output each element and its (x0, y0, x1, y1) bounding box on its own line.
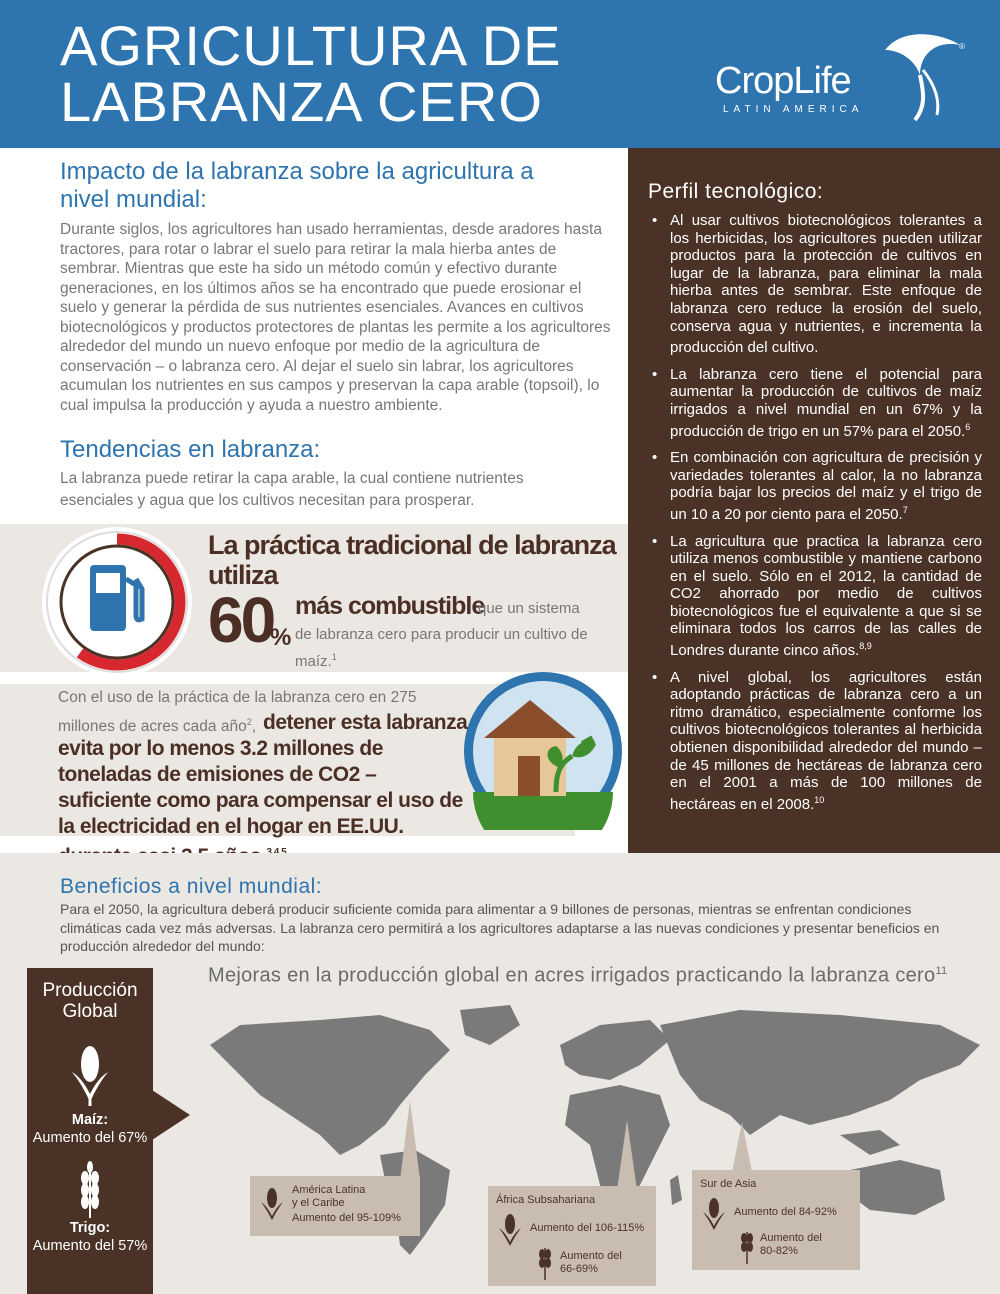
page-title (60, 14, 562, 133)
impact-title: Impacto de la labranza sobre la agricultura a nivel mundial: (60, 158, 534, 213)
fuel-percentage-value: 60 (208, 584, 274, 656)
logo-wordmark: CropLife (715, 60, 851, 102)
callout-pointer-africa (612, 1120, 642, 1190)
sprout-logo-icon (875, 30, 965, 125)
list-item: • La agricultura que practica la labranza cero utiliza menos combustible y mantiene carbono en el suelo. Sólo en el 2012, la cantidad de CO2 ahorrado por medio de cultivos biotecnológicos fue el equivalente a que si se eliminara todos los carros de las calles de Londres durante cinco años.$^{8,9}$ (652, 532, 982, 660)
benefits-body: Para el 2050, la agricultura deberá producir suficiente comida para alimentar a 9 billones de personas, mientras se enfrentan condiciones climáticas cada vez más adversas. La labranza cero permitirá a los agricultores adaptarse a las nuevas condiciones y presentar beneficios en producción alrededor del mundo: (60, 901, 940, 954)
tech-profile-list (650, 212, 982, 822)
impact-body: Durante siglos, los agricultores han usado herramientas, desde aradores hasta tractores, para rotar o labrar el suelo para retirar la mala hierba antes de sembrar. Mientras que este ha sido un método común y efectivo durante generaciones, en los últimos años se ha encontrado que puede erosionar el suelo y generar la pérdida de sus nutrientes esenciales. Avances en cultivos biotecnológicos y productos protectores de plantas les permite a los agricultores alrededor del mundo un nuevo enfoque por medio de la agricultura de conservación – o labranza cero. Al dejar el suelo sin labrar, los agricultores acumulan los nutrientes en sus campos y preservan la capa arable (topsoil), lo cual impulsa la producción y ayuda a nuestro ambiente. (60, 221, 611, 414)
title-line-2: LABRANZA CERO (60, 70, 543, 133)
fuel-rest-b: de labranza cero para producir un cultivo de maíz.$^1$ (295, 626, 588, 670)
region-name-africa: África Subsahariana (496, 1194, 596, 1206)
region-name-latam: América Latina y el Caribe (292, 1184, 366, 1209)
list-item: • La labranza cero tiene el potencial para aumentar la producción de cultivos de maíz irrigados a nivel mundial en un 67% y la producción de trigo en un 57% para el 2050.$^6$ (652, 365, 982, 440)
trigo-value: Aumento del 57% (32, 1238, 148, 1254)
region-trigo-asia: Aumento del 80-82% (760, 1232, 822, 1257)
region-callout-latam (250, 1176, 420, 1236)
fuel-headline: La práctica tradicional de labranza utiliza (208, 530, 616, 590)
co2-bold-text: detener esta labranza evita por lo menos 3.2 millones de toneladas de emisiones de CO2 – suficiente como para compensar el uso de la electricidad en el hogar en EE.UU. (58, 710, 468, 870)
region-trigo-africa: Aumento del 66-69% (560, 1250, 622, 1275)
benefits-title: Beneficios a nivel mundial: (60, 875, 323, 898)
fuel-rest-a: que un sistema (478, 600, 580, 617)
corn-icon (70, 1044, 110, 1106)
corn-icon (498, 1212, 522, 1248)
croplife-logo (715, 30, 975, 130)
fuel-gauge (42, 527, 192, 677)
corn-icon (260, 1186, 284, 1222)
list-item: • En combinación con agricultura de precisión y variedades tolerantes al calor, la no labranza podría bajar los precios del maíz y el trigo de un 10 a 20 por ciento para el 2050.$^7$ (652, 449, 982, 523)
header-banner (0, 0, 1000, 148)
wheat-icon (536, 1244, 554, 1280)
fuel-more-label: más combustible (295, 592, 485, 620)
tech-profile-title: Perfil tecnológico: (648, 180, 824, 203)
corn-icon (702, 1196, 726, 1232)
fuel-percent-sign: % (270, 624, 292, 651)
callout-pointer-latam (395, 1100, 425, 1180)
house-plug-icon (464, 672, 622, 830)
trends-title: Tendencias en labranza: (60, 436, 321, 463)
list-item: • Al usar cultivos biotecnológicos tolerantes a los herbicidas, los agricultores pueden utilizar productos para la protección de cultivos en lugar de la labranza, para eliminar la mala hierba antes de sembrar. Este enfoque de labranza cero reduce la erosión del suelo, conserva agua y nutrientes, e incrementa la producción del cultivo. (652, 212, 982, 357)
fuel-gauge-graphic (42, 527, 192, 677)
wheat-icon (738, 1228, 756, 1264)
co2-intro: Con el uso de la práctica de la labranza cero en 275 millones de acres cada año$^2$, (58, 689, 417, 736)
map-title: Mejoras en la producción global en acres irrigados practicando la labranza cero$^{11}$ (208, 964, 948, 987)
title-line-1: AGRICULTURA DE (60, 14, 562, 77)
list-item: • A nivel global, los agricultores están adoptando prácticas de labranza cero a un ritmo dramático, especialmente conforme los cultivos biotecnológicos tolerantes al herbicida obtienen disponibilidad alrededor del mundo – de 45 millones de hectáreas de labranza cero en el 2001 a más de 100 millones de hectáreas en el 2008.10 (652, 668, 982, 813)
region-callout-africa (488, 1186, 656, 1286)
callout-pointer-asia (727, 1122, 757, 1172)
wheat-icon (75, 1160, 105, 1218)
region-maiz-latam: Aumento del 95-109% (292, 1212, 401, 1224)
fuel-ref: 1 (331, 652, 337, 662)
logo-registered-mark: ® (959, 42, 965, 51)
trends-body: La labranza puede retirar la capa arable, la cual contiene nutrientes esenciales y agua que los cultivos necesitan para prosperar. (60, 470, 524, 509)
logo-subtitle: LATIN AMERICA (723, 104, 864, 115)
maiz-value: Aumento del 67% (32, 1130, 148, 1146)
panel-arrow (152, 1090, 192, 1140)
region-maiz-africa: Aumento del 106-115% (530, 1222, 645, 1234)
region-maiz-asia: Aumento del 84-92% (734, 1206, 837, 1218)
maiz-label: Maíz: (71, 1112, 109, 1128)
region-callout-asia (692, 1170, 860, 1270)
region-name-asia: Sur de Asia (700, 1178, 757, 1190)
production-title: Producción Global (42, 980, 138, 1022)
trigo-label: Trigo: (69, 1220, 111, 1236)
